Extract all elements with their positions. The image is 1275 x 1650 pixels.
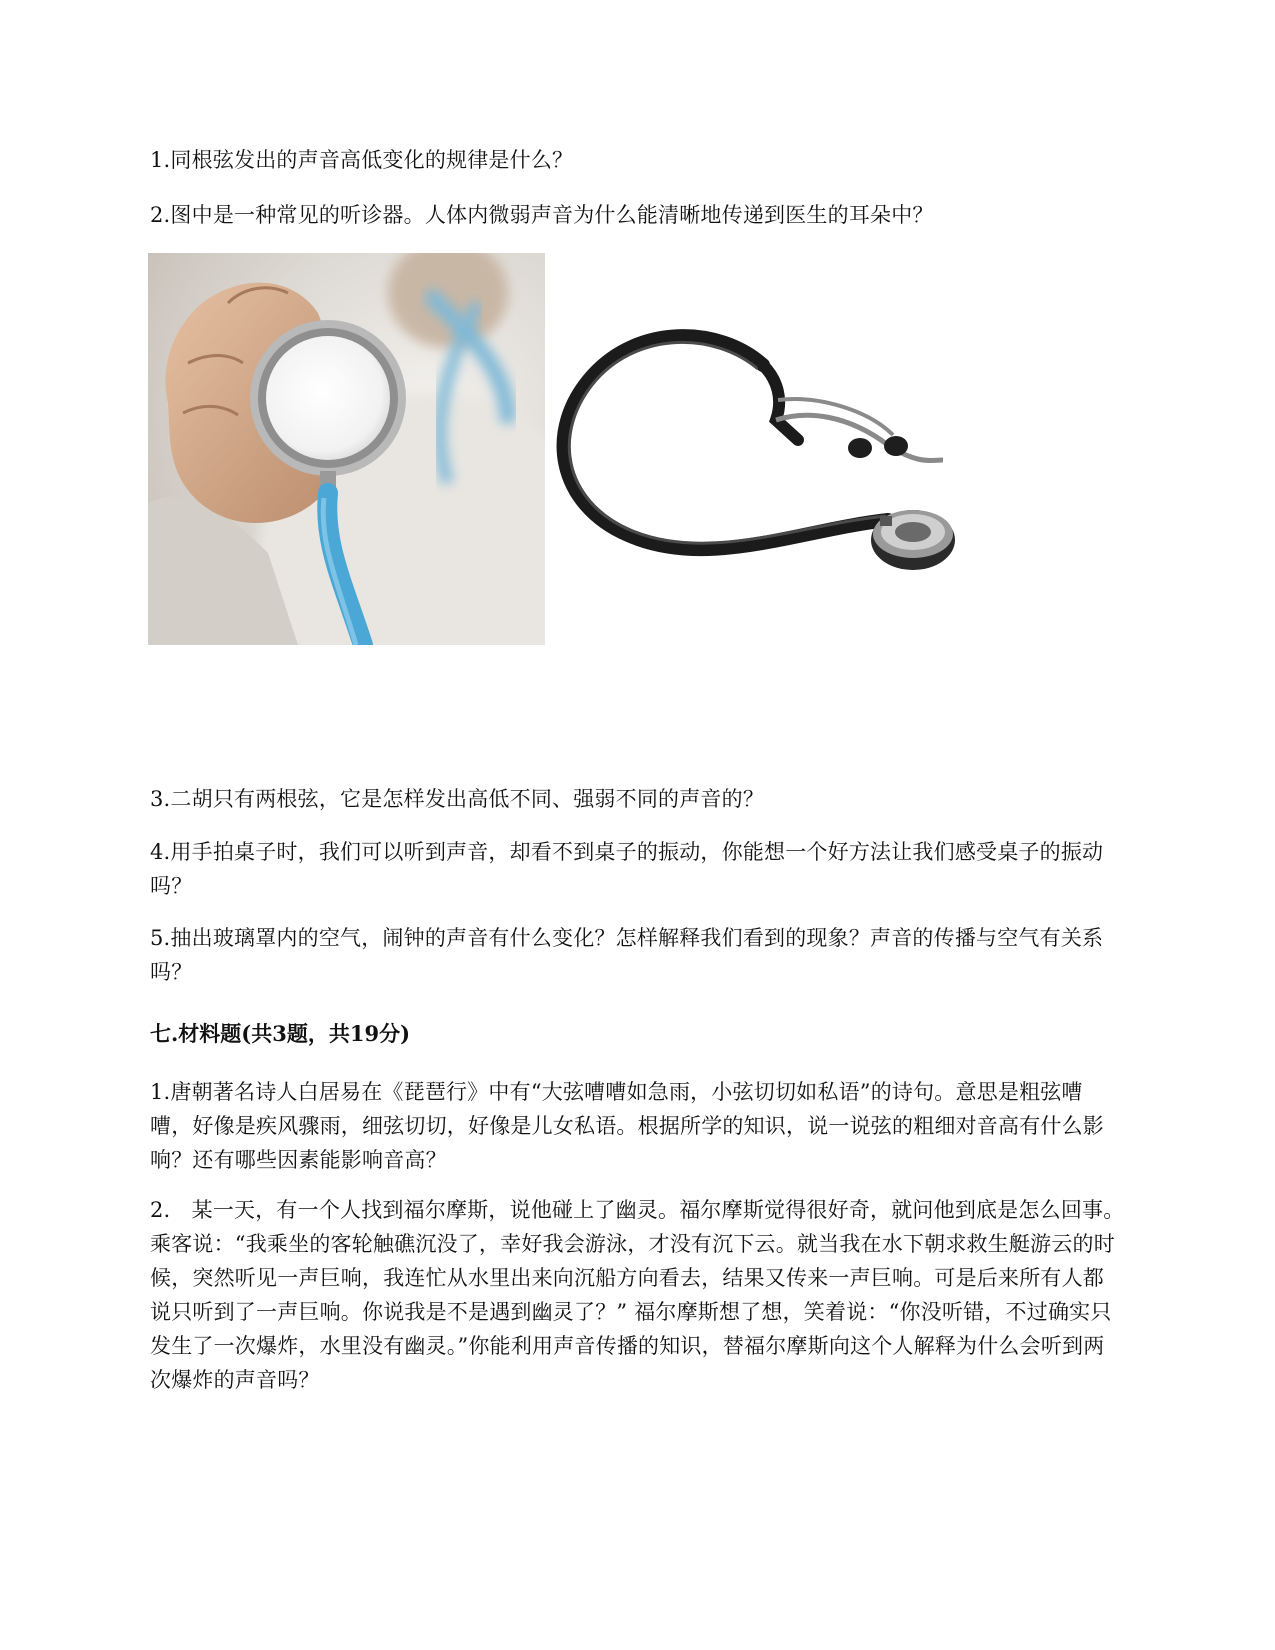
question-6-2: 2.图中是一种常见的听诊器。人体内微弱声音为什么能清晰地传递到医生的耳朵中？	[150, 203, 934, 227]
question-6-3: 3.二胡只有两根弦，它是怎样发出高低不同、强弱不同的声音的？	[150, 787, 765, 811]
question-6-4: 4.用手拍桌子时，我们可以听到声音，却看不到桌子的振动，你能想一个好方法让我们感受桌子的振动吗？	[150, 840, 1104, 898]
question-6-1: 1.同根弦发出的声音高低变化的规律是什么？	[150, 148, 574, 172]
question-7-2: 2. 某一天，有一个人找到福尔摩斯，说他碰上了幽灵。福尔摩斯觉得很好奇，就问他到底是怎么回事。乘客说：“我乘坐的客轮触礁沉没了，幸好我会游泳，才没有沉下云。就当我在水下朝求救生艇游云的时候，突然听见一声巨响，我连忙从水里出来向沉船方向看去，结果又传来一声巨响。可是后来所有人都说只听到了一声巨响。你说我是不是遇到幽灵了？” 福尔摩斯想了想，笑着说：“你没听错，不过确实只发生了一次爆炸，水里没有幽灵。”你能利用声音传播的知识，替福尔摩斯向这个人解释为什么会听到两次爆炸的声音吗？	[150, 1198, 1125, 1392]
stethoscope-product-photo	[548, 320, 978, 582]
section-7-heading: 七.材料题(共3题，共19分)	[150, 1021, 411, 1046]
question-7-1: 1.唐朝著名诗人白居易在《琵琶行》中有“大弦嘈嘈如急雨，小弦切切如私语”的诗句。意思是粗弦嘈嘈，好像是疾风骤雨，细弦切切，好像是儿女私语。根据所学的知识，说一说弦的粗细对音高有什么影响？还有哪些因素能影响音高？	[150, 1080, 1104, 1172]
question-6-5: 5.抽出玻璃罩内的空气，闹钟的声音有什么变化？怎样解释我们看到的现象？声音的传播与空气有关系吗？	[150, 926, 1104, 984]
doctor-stethoscope-photo	[148, 253, 545, 645]
stethoscope-product-icon	[548, 320, 978, 582]
stethoscope-held-icon	[148, 253, 545, 645]
